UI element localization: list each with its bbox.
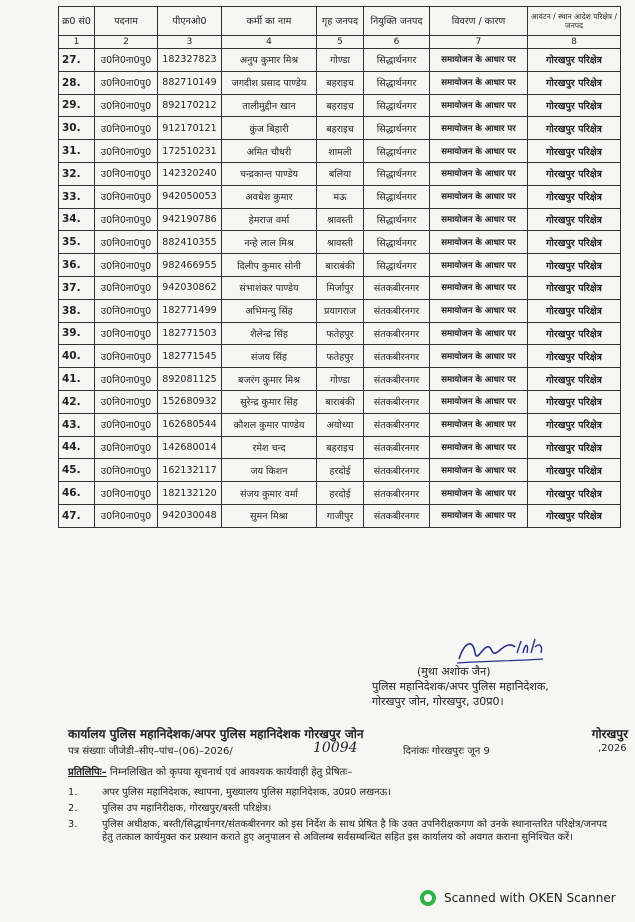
designation-cell: उ0नि0ना0पु0	[95, 71, 158, 94]
copy-to-line	[68, 764, 628, 778]
home-district-cell: बहराइच	[317, 436, 364, 459]
office-heading-text: कार्यालय पुलिस महानिदेशक/अपर पुलिस महानिदेशक गोरखपुर जोन	[68, 727, 364, 741]
home-district-cell: मऊ	[317, 185, 364, 208]
column-header: पीएनओ0	[158, 7, 222, 36]
designation-cell: उ0नि0ना0पु0	[95, 368, 158, 391]
list-item-text: अपर पुलिस महानिदेशक, स्थापना, मुख्यालय पुलिस महानिदेशक, उ0प्र0 लखनऊ।	[102, 787, 391, 798]
reason-cell: समायोजन के आधार पर	[430, 208, 528, 231]
home-district-cell: श्रावस्ती	[317, 231, 364, 254]
column-number: 3	[158, 36, 222, 49]
reason-cell: समायोजन के आधार पर	[430, 117, 528, 140]
pno-cell: 892170212	[158, 94, 222, 117]
pno-cell: 182132120	[158, 482, 222, 505]
office-heading-city: गोरखपुर	[591, 727, 628, 741]
column-header: विवरण / कारण	[430, 7, 528, 36]
name-cell: जय किशन	[222, 459, 317, 482]
home-district-cell: हरदोई	[317, 459, 364, 482]
serial-cell: 37.	[59, 276, 95, 299]
reason-cell: समायोजन के आधार पर	[430, 504, 528, 527]
list-item-number: 2.	[68, 803, 78, 814]
table-row	[59, 390, 621, 413]
serial-cell: 47.	[59, 504, 95, 527]
posting-district-cell: सिद्धार्थनगर	[364, 162, 430, 185]
home-district-cell: बाराबंकी	[317, 254, 364, 277]
name-cell: अमित चौधरी	[222, 140, 317, 163]
home-district-cell: बलिया	[317, 162, 364, 185]
reason-cell: समायोजन के आधार पर	[430, 390, 528, 413]
reason-cell: समायोजन के आधार पर	[430, 140, 528, 163]
list-item	[68, 786, 613, 799]
posting-district-cell: संतकबीरनगर	[364, 436, 430, 459]
signatory-location: गोरखपुर जोन, गोरखपुर, उ0प्र0।	[372, 695, 504, 708]
column-number: 4	[222, 36, 317, 49]
home-district-cell: गोण्डा	[317, 49, 364, 72]
list-item-text: पुलिस उप महानिरीक्षक, गोरखपुर/बस्ती परिक्षेत्र।	[102, 803, 272, 814]
table-row	[59, 504, 621, 527]
allotment-cell: गोरखपुर परिक्षेत्र	[528, 140, 621, 163]
reason-cell: समायोजन के आधार पर	[430, 162, 528, 185]
serial-cell: 30.	[59, 117, 95, 140]
table-row	[59, 368, 621, 391]
allotment-cell: गोरखपुर परिक्षेत्र	[528, 459, 621, 482]
table-row	[59, 322, 621, 345]
serial-cell: 45.	[59, 459, 95, 482]
serial-cell: 38.	[59, 299, 95, 322]
name-cell: हेमराज वर्मा	[222, 208, 317, 231]
reference-line	[68, 740, 628, 757]
column-number: 5	[317, 36, 364, 49]
pno-cell: 172510231	[158, 140, 222, 163]
allotment-cell: गोरखपुर परिक्षेत्र	[528, 117, 621, 140]
table-header-row	[59, 7, 621, 36]
allotment-cell: गोरखपुर परिक्षेत्र	[528, 276, 621, 299]
scanner-text: Scanned with OKEN Scanner	[444, 891, 616, 905]
pno-cell: 182771499	[158, 299, 222, 322]
serial-cell: 43.	[59, 413, 95, 436]
serial-cell: 33.	[59, 185, 95, 208]
allotment-cell: गोरखपुर परिक्षेत्र	[528, 413, 621, 436]
table-row	[59, 71, 621, 94]
designation-cell: उ0नि0ना0पु0	[95, 436, 158, 459]
name-cell: कुंज बिहारी	[222, 117, 317, 140]
posting-district-cell: सिद्धार्थनगर	[364, 231, 430, 254]
signatory-designation: पुलिस महानिदेशक/अपर पुलिस महानिदेशक,	[372, 680, 549, 693]
table-body	[59, 49, 621, 528]
name-cell: तालीमुद्दीन खान	[222, 94, 317, 117]
posting-district-cell: संतकबीरनगर	[364, 299, 430, 322]
pno-cell: 152680932	[158, 390, 222, 413]
reason-cell: समायोजन के आधार पर	[430, 254, 528, 277]
table-row	[59, 276, 621, 299]
designation-cell: उ0नि0ना0पु0	[95, 459, 158, 482]
posting-district-cell: संतकबीरनगर	[364, 459, 430, 482]
reason-cell: समायोजन के आधार पर	[430, 345, 528, 368]
allotment-cell: गोरखपुर परिक्षेत्र	[528, 185, 621, 208]
posting-district-cell: संतकबीरनगर	[364, 322, 430, 345]
designation-cell: उ0नि0ना0पु0	[95, 482, 158, 505]
reason-cell: समायोजन के आधार पर	[430, 482, 528, 505]
name-cell: संभाशंकर पाण्डेय	[222, 276, 317, 299]
allotment-cell: गोरखपुर परिक्षेत्र	[528, 254, 621, 277]
serial-cell: 35.	[59, 231, 95, 254]
designation-cell: उ0नि0ना0पु0	[95, 49, 158, 72]
posting-district-cell: सिद्धार्थनगर	[364, 117, 430, 140]
table-row	[59, 482, 621, 505]
signatory-name: (मुथा अशोक जैन)	[417, 665, 491, 678]
posting-district-cell: संतकबीरनगर	[364, 413, 430, 436]
posting-district-cell: सिद्धार्थनगर	[364, 185, 430, 208]
pno-cell: 182771503	[158, 322, 222, 345]
name-cell: सुमन मिश्रा	[222, 504, 317, 527]
reason-cell: समायोजन के आधार पर	[430, 94, 528, 117]
home-district-cell: अयोध्या	[317, 413, 364, 436]
column-header: गृह जनपद	[317, 7, 364, 36]
reason-cell: समायोजन के आधार पर	[430, 231, 528, 254]
allotment-cell: गोरखपुर परिक्षेत्र	[528, 390, 621, 413]
designation-cell: उ0नि0ना0पु0	[95, 231, 158, 254]
date-year: ,2026	[598, 743, 627, 754]
allotment-cell: गोरखपुर परिक्षेत्र	[528, 482, 621, 505]
designation-cell: उ0नि0ना0पु0	[95, 299, 158, 322]
reason-cell: समायोजन के आधार पर	[430, 71, 528, 94]
designation-cell: उ0नि0ना0पु0	[95, 322, 158, 345]
pno-cell: 142680014	[158, 436, 222, 459]
column-number: 8	[528, 36, 621, 49]
allotment-cell: गोरखपुर परिक्षेत्र	[528, 49, 621, 72]
posting-district-cell: संतकबीरनगर	[364, 504, 430, 527]
list-item-number: 3.	[68, 819, 78, 830]
allotment-cell: गोरखपुर परिक्षेत्र	[528, 231, 621, 254]
serial-cell: 27.	[59, 49, 95, 72]
name-cell: सुरेन्द्र कुमार सिंह	[222, 390, 317, 413]
posting-district-cell: सिद्धार्थनगर	[364, 254, 430, 277]
posting-district-cell: संतकबीरनगर	[364, 390, 430, 413]
posting-district-cell: सिद्धार्थनगर	[364, 208, 430, 231]
table-row	[59, 254, 621, 277]
name-cell: अभिमन्यु सिंह	[222, 299, 317, 322]
allotment-cell: गोरखपुर परिक्षेत्र	[528, 299, 621, 322]
table-row	[59, 185, 621, 208]
allotment-cell: गोरखपुर परिक्षेत्र	[528, 345, 621, 368]
column-header: कर्मी का नाम	[222, 7, 317, 36]
home-district-cell: बहराइच	[317, 71, 364, 94]
pno-cell: 182327823	[158, 49, 222, 72]
designation-cell: उ0नि0ना0पु0	[95, 413, 158, 436]
home-district-cell: बहराइच	[317, 94, 364, 117]
serial-cell: 46.	[59, 482, 95, 505]
table-row	[59, 140, 621, 163]
allotment-cell: गोरखपुर परिक्षेत्र	[528, 162, 621, 185]
serial-cell: 39.	[59, 322, 95, 345]
copy-intro: निम्नलिखित को कृपया सूचनार्थ एवं आवश्यक कार्यवाही हेतु प्रेषितः–	[109, 767, 353, 778]
posting-district-cell: सिद्धार्थनगर	[364, 94, 430, 117]
serial-cell: 41.	[59, 368, 95, 391]
designation-cell: उ0नि0ना0पु0	[95, 504, 158, 527]
allotment-cell: गोरखपुर परिक्षेत्र	[528, 322, 621, 345]
allotment-cell: गोरखपुर परिक्षेत्र	[528, 436, 621, 459]
handwritten-signature-icon	[455, 633, 545, 667]
posting-district-cell: संतकबीरनगर	[364, 368, 430, 391]
designation-cell: उ0नि0ना0पु0	[95, 185, 158, 208]
serial-cell: 34.	[59, 208, 95, 231]
pno-cell: 162132117	[158, 459, 222, 482]
pno-cell: 942030048	[158, 504, 222, 527]
name-cell: नन्हे लाल मिश्र	[222, 231, 317, 254]
ref-number: 10094	[313, 740, 358, 756]
column-header: आवंटन / स्थान आदेश परिक्षेत्र / जनपद	[528, 7, 621, 36]
designation-cell: उ0नि0ना0पु0	[95, 345, 158, 368]
allotment-cell: गोरखपुर परिक्षेत्र	[528, 368, 621, 391]
designation-cell: उ0नि0ना0पु0	[95, 208, 158, 231]
serial-cell: 32.	[59, 162, 95, 185]
table-row	[59, 436, 621, 459]
serial-cell: 44.	[59, 436, 95, 459]
column-header: पदनाम	[95, 7, 158, 36]
reason-cell: समायोजन के आधार पर	[430, 49, 528, 72]
pno-cell: 882410355	[158, 231, 222, 254]
home-district-cell: बाराबंकी	[317, 390, 364, 413]
allotment-cell: गोरखपुर परिक्षेत्र	[528, 94, 621, 117]
allotment-cell: गोरखपुर परिक्षेत्र	[528, 71, 621, 94]
pno-cell: 942030862	[158, 276, 222, 299]
name-cell: अवधेश कुमार	[222, 185, 317, 208]
pno-cell: 182771545	[158, 345, 222, 368]
list-item	[68, 818, 613, 844]
pno-cell: 942050053	[158, 185, 222, 208]
table-row	[59, 459, 621, 482]
pno-cell: 982466955	[158, 254, 222, 277]
pno-cell: 892081125	[158, 368, 222, 391]
designation-cell: उ0नि0ना0पु0	[95, 117, 158, 140]
serial-cell: 29.	[59, 94, 95, 117]
list-item	[68, 802, 613, 815]
serial-cell: 28.	[59, 71, 95, 94]
reason-cell: समायोजन के आधार पर	[430, 299, 528, 322]
name-cell: बजरंग कुमार मिश्र	[222, 368, 317, 391]
posting-district-cell: सिद्धार्थनगर	[364, 49, 430, 72]
designation-cell: उ0नि0ना0पु0	[95, 276, 158, 299]
name-cell: दिलीप कुमार सोनी	[222, 254, 317, 277]
column-header: नियुक्ति जनपद	[364, 7, 430, 36]
table-colnum-row	[59, 36, 621, 49]
home-district-cell: बहराइच	[317, 117, 364, 140]
posting-district-cell: सिद्धार्थनगर	[364, 140, 430, 163]
signatory-block	[372, 664, 622, 709]
posting-district-cell: संतकबीरनगर	[364, 482, 430, 505]
reason-cell: समायोजन के आधार पर	[430, 436, 528, 459]
scanner-watermark	[420, 890, 616, 906]
name-cell: संजय सिंह	[222, 345, 317, 368]
list-item-text: पुलिस अधीक्षक, बस्ती/सिद्धार्थनगर/संतकबीरनगर को इस निर्देश के साथ प्रेषित है कि उक्त उपनिरीक्षकगण को उनके स्थानान्तरित परिक्षेत्र/जनपद हेतु तत्काल कार्यमुक्त कर प्रस्थान कराते हुए अनुपालन से अविलम्ब सर्वसम्बन्धित सहित इस कार्यालय को अवगत कराना सुनिश्चित करें।	[102, 819, 608, 843]
home-district-cell: शामली	[317, 140, 364, 163]
pno-cell: 912170121	[158, 117, 222, 140]
name-cell: अनुप कुमार मिश्र	[222, 49, 317, 72]
oken-scanner-logo-icon	[420, 890, 436, 906]
reason-cell: समायोजन के आधार पर	[430, 413, 528, 436]
table-row	[59, 413, 621, 436]
list-item-number: 1.	[68, 787, 78, 798]
reason-cell: समायोजन के आधार पर	[430, 368, 528, 391]
serial-cell: 40.	[59, 345, 95, 368]
name-cell: संजय कुमार वर्मा	[222, 482, 317, 505]
designation-cell: उ0नि0ना0पु0	[95, 140, 158, 163]
date-label: दिनांकः गोरखपुरः जून 9	[403, 746, 490, 757]
home-district-cell: फतेहपुर	[317, 345, 364, 368]
table-row	[59, 231, 621, 254]
table-row	[59, 94, 621, 117]
table-row	[59, 299, 621, 322]
home-district-cell: फतेहपुर	[317, 322, 364, 345]
serial-cell: 36.	[59, 254, 95, 277]
table-row	[59, 208, 621, 231]
copy-recipient-list	[68, 786, 613, 847]
posting-district-cell: सिद्धार्थनगर	[364, 71, 430, 94]
home-district-cell: मिर्जापुर	[317, 276, 364, 299]
ref-label: पत्र संख्याः जीजेडी–सीए–पांच–(06)–2026/	[68, 746, 233, 757]
name-cell: शैलेन्द्र सिंह	[222, 322, 317, 345]
serial-cell: 31.	[59, 140, 95, 163]
reason-cell: समायोजन के आधार पर	[430, 459, 528, 482]
pno-cell: 942190786	[158, 208, 222, 231]
copy-heading: प्रतिलिपिः–	[68, 767, 107, 778]
table-row	[59, 117, 621, 140]
column-number: 1	[59, 36, 95, 49]
home-district-cell: हरदोई	[317, 482, 364, 505]
pno-cell: 882710149	[158, 71, 222, 94]
serial-cell: 42.	[59, 390, 95, 413]
pno-cell: 142320240	[158, 162, 222, 185]
posting-district-cell: संतकबीरनगर	[364, 345, 430, 368]
column-number: 7	[430, 36, 528, 49]
posting-district-cell: संतकबीरनगर	[364, 276, 430, 299]
home-district-cell: श्रावस्ती	[317, 208, 364, 231]
reason-cell: समायोजन के आधार पर	[430, 322, 528, 345]
table-row	[59, 345, 621, 368]
home-district-cell: गोण्डा	[317, 368, 364, 391]
name-cell: रमेश चन्द	[222, 436, 317, 459]
table-row	[59, 162, 621, 185]
pno-cell: 162680544	[158, 413, 222, 436]
column-number: 6	[364, 36, 430, 49]
designation-cell: उ0नि0ना0पु0	[95, 94, 158, 117]
transfer-table	[58, 6, 621, 528]
column-number: 2	[95, 36, 158, 49]
designation-cell: उ0नि0ना0पु0	[95, 254, 158, 277]
home-district-cell: गाजीपुर	[317, 504, 364, 527]
table-row	[59, 49, 621, 72]
designation-cell: उ0नि0ना0पु0	[95, 162, 158, 185]
reason-cell: समायोजन के आधार पर	[430, 276, 528, 299]
home-district-cell: प्रयागराज	[317, 299, 364, 322]
name-cell: जगदीश प्रसाद पाण्डेय	[222, 71, 317, 94]
name-cell: चन्द्रकान्त पाण्डेय	[222, 162, 317, 185]
allotment-cell: गोरखपुर परिक्षेत्र	[528, 504, 621, 527]
designation-cell: उ0नि0ना0पु0	[95, 390, 158, 413]
column-header: क्र0 सं0	[59, 7, 95, 36]
reason-cell: समायोजन के आधार पर	[430, 185, 528, 208]
name-cell: कौशल कुमार पाण्डेय	[222, 413, 317, 436]
allotment-cell: गोरखपुर परिक्षेत्र	[528, 208, 621, 231]
